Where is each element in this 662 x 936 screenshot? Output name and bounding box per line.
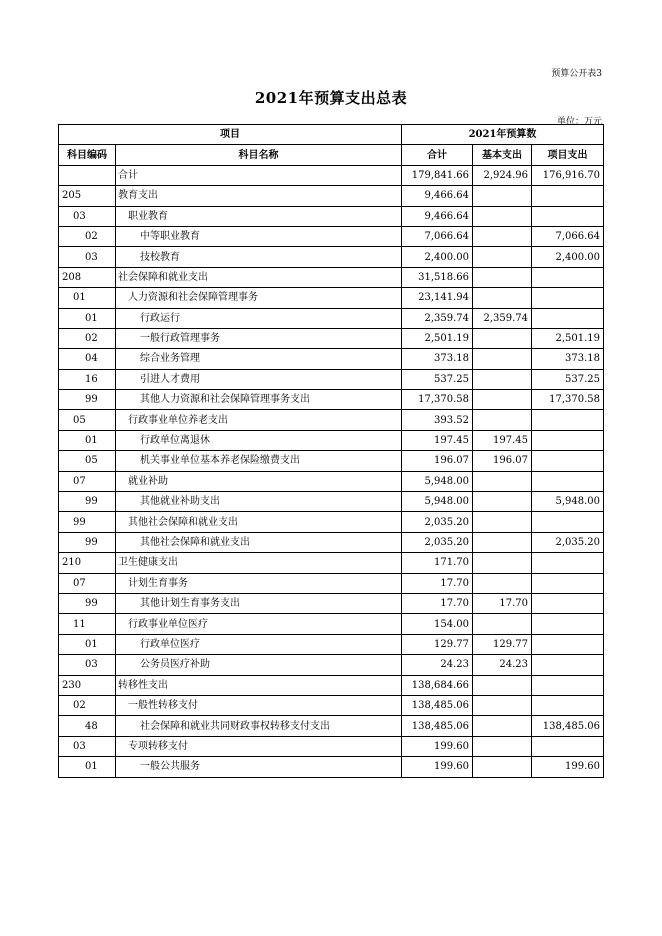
row-code: 01 [59, 430, 116, 450]
row-basic [473, 471, 532, 491]
row-code: 16 [59, 369, 116, 389]
row-name: 社会保障和就业支出 [116, 267, 402, 287]
table-row [59, 165, 604, 185]
row-total: 197.45 [402, 430, 473, 450]
row-total: 24.23 [402, 655, 473, 675]
row-basic [473, 736, 532, 756]
table-row [59, 614, 604, 634]
row-code: 99 [59, 492, 116, 512]
table-row [59, 532, 604, 552]
table-row [59, 512, 604, 532]
row-total: 9,466.64 [402, 206, 473, 226]
row-total: 2,501.19 [402, 328, 473, 348]
row-project [532, 308, 604, 328]
row-basic [473, 675, 532, 695]
row-basic [473, 267, 532, 287]
row-project [532, 593, 604, 613]
table-row [59, 573, 604, 593]
row-name: 行政单位医疗 [116, 634, 402, 654]
row-basic: 197.45 [473, 430, 532, 450]
header-name: 科目名称 [116, 145, 402, 165]
row-project [532, 430, 604, 450]
row-name: 行政事业单位医疗 [116, 614, 402, 634]
row-name: 一般行政管理事务 [116, 328, 402, 348]
row-name: 行政运行 [116, 308, 402, 328]
row-name: 机关事业单位基本养老保险缴费支出 [116, 451, 402, 471]
header-row-1 [59, 125, 604, 145]
row-name: 转移性支出 [116, 675, 402, 695]
table-row [59, 390, 604, 410]
unit-label: 单位：万元 [556, 117, 602, 127]
table-row [59, 430, 604, 450]
row-name: 计划生育事务 [116, 573, 402, 593]
row-code [59, 165, 116, 185]
header-budget: 2021年预算数 [402, 125, 604, 145]
row-total: 17.70 [402, 593, 473, 613]
row-code: 01 [59, 288, 116, 308]
row-basic: 2,924.96 [473, 165, 532, 185]
row-total: 2,359.74 [402, 308, 473, 328]
row-basic [473, 695, 532, 715]
row-name: 一般公共服务 [116, 757, 402, 777]
table-row [59, 675, 604, 695]
row-code: 01 [59, 757, 116, 777]
table-row [59, 736, 604, 756]
row-total: 2,035.20 [402, 532, 473, 552]
row-total: 5,948.00 [402, 492, 473, 512]
row-project: 176,916.70 [532, 165, 604, 185]
row-total: 171.70 [402, 553, 473, 573]
budget-table [58, 124, 604, 778]
table-row [59, 593, 604, 613]
table-row [59, 206, 604, 226]
row-name: 其他就业补助支出 [116, 492, 402, 512]
row-name: 技校教育 [116, 247, 402, 267]
row-code: 03 [59, 247, 116, 267]
row-name: 其他社会保障和就业支出 [116, 532, 402, 552]
header-basic: 基本支出 [473, 145, 532, 165]
row-basic [473, 553, 532, 573]
document-tag: 预算公开表3 [551, 69, 602, 79]
table-row [59, 247, 604, 267]
row-basic [473, 186, 532, 206]
row-project: 138,485.06 [532, 716, 604, 736]
row-code: 11 [59, 614, 116, 634]
row-basic [473, 328, 532, 348]
row-total: 17,370.58 [402, 390, 473, 410]
header-item: 项目 [59, 125, 402, 145]
row-code: 99 [59, 532, 116, 552]
row-project: 17,370.58 [532, 390, 604, 410]
row-name: 社会保障和就业共同财政事权转移支付支出 [116, 716, 402, 736]
row-basic [473, 390, 532, 410]
row-basic [473, 206, 532, 226]
row-project [532, 573, 604, 593]
row-project: 2,501.19 [532, 328, 604, 348]
row-total: 2,400.00 [402, 247, 473, 267]
row-name: 其他社会保障和就业支出 [116, 512, 402, 532]
row-project [532, 512, 604, 532]
row-name: 就业补助 [116, 471, 402, 491]
table-row [59, 349, 604, 369]
row-name: 行政事业单位养老支出 [116, 410, 402, 430]
row-project: 199.60 [532, 757, 604, 777]
row-name: 卫生健康支出 [116, 553, 402, 573]
row-total: 2,035.20 [402, 512, 473, 532]
row-total: 138,485.06 [402, 716, 473, 736]
row-project [532, 553, 604, 573]
row-project: 2,035.20 [532, 532, 604, 552]
row-total: 129.77 [402, 634, 473, 654]
table-row [59, 186, 604, 206]
row-code: 01 [59, 634, 116, 654]
row-project [532, 267, 604, 287]
table-row [59, 553, 604, 573]
row-total: 138,485.06 [402, 695, 473, 715]
row-project [532, 451, 604, 471]
row-name: 人力资源和社会保障管理事务 [116, 288, 402, 308]
row-total: 373.18 [402, 349, 473, 369]
header-total: 合计 [402, 145, 473, 165]
row-code: 205 [59, 186, 116, 206]
row-project [532, 695, 604, 715]
row-project [532, 675, 604, 695]
row-basic: 196.07 [473, 451, 532, 471]
row-code: 99 [59, 512, 116, 532]
row-code: 05 [59, 451, 116, 471]
row-total: 17.70 [402, 573, 473, 593]
row-name: 教育支出 [116, 186, 402, 206]
row-code: 03 [59, 736, 116, 756]
row-project [532, 634, 604, 654]
row-code: 99 [59, 390, 116, 410]
row-total: 199.60 [402, 736, 473, 756]
row-code: 48 [59, 716, 116, 736]
row-basic [473, 532, 532, 552]
row-total: 196.07 [402, 451, 473, 471]
table-row [59, 492, 604, 512]
row-basic: 24.23 [473, 655, 532, 675]
row-basic: 2,359.74 [473, 308, 532, 328]
row-code: 04 [59, 349, 116, 369]
row-project [532, 471, 604, 491]
row-project: 7,066.64 [532, 226, 604, 246]
row-project [532, 736, 604, 756]
row-code: 02 [59, 226, 116, 246]
row-code: 02 [59, 695, 116, 715]
row-basic: 129.77 [473, 634, 532, 654]
row-name: 引进人才费用 [116, 369, 402, 389]
row-total: 199.60 [402, 757, 473, 777]
header-project: 项目支出 [532, 145, 604, 165]
header-row-2 [59, 145, 604, 165]
row-name: 行政单位离退休 [116, 430, 402, 450]
row-name: 中等职业教育 [116, 226, 402, 246]
row-basic [473, 512, 532, 532]
row-basic [473, 614, 532, 634]
table-row [59, 308, 604, 328]
row-name: 一般性转移支付 [116, 695, 402, 715]
row-name: 综合业务管理 [116, 349, 402, 369]
row-project [532, 614, 604, 634]
row-project: 373.18 [532, 349, 604, 369]
table-row [59, 267, 604, 287]
row-total: 31,518.66 [402, 267, 473, 287]
row-name: 其他人力资源和社会保障管理事务支出 [116, 390, 402, 410]
row-total: 9,466.64 [402, 186, 473, 206]
row-basic [473, 410, 532, 430]
row-total: 7,066.64 [402, 226, 473, 246]
row-basic [473, 288, 532, 308]
row-name: 专项转移支付 [116, 736, 402, 756]
row-code: 05 [59, 410, 116, 430]
row-total: 393.52 [402, 410, 473, 430]
row-total: 154.00 [402, 614, 473, 634]
row-total: 537.25 [402, 369, 473, 389]
table-row [59, 451, 604, 471]
row-basic [473, 349, 532, 369]
row-code: 230 [59, 675, 116, 695]
row-code: 210 [59, 553, 116, 573]
table-row [59, 410, 604, 430]
row-project [532, 206, 604, 226]
row-basic [473, 716, 532, 736]
row-total: 138,684.66 [402, 675, 473, 695]
row-code: 03 [59, 655, 116, 675]
table-row [59, 695, 604, 715]
row-code: 07 [59, 471, 116, 491]
row-project: 5,948.00 [532, 492, 604, 512]
row-basic [473, 492, 532, 512]
row-basic [473, 757, 532, 777]
row-code: 02 [59, 328, 116, 348]
row-code: 208 [59, 267, 116, 287]
row-basic [473, 573, 532, 593]
row-total: 23,141.94 [402, 288, 473, 308]
row-basic [473, 369, 532, 389]
row-basic [473, 226, 532, 246]
row-name: 合计 [116, 165, 402, 185]
table-row [59, 328, 604, 348]
table-row [59, 288, 604, 308]
table-row [59, 757, 604, 777]
row-code: 01 [59, 308, 116, 328]
row-name: 其他计划生育事务支出 [116, 593, 402, 613]
page-title: 2021年预算支出总表 [254, 89, 408, 107]
row-total: 5,948.00 [402, 471, 473, 491]
row-total: 179,841.66 [402, 165, 473, 185]
row-basic [473, 247, 532, 267]
row-project [532, 655, 604, 675]
row-basic: 17.70 [473, 593, 532, 613]
row-project [532, 186, 604, 206]
header-code: 科目编码 [59, 145, 116, 165]
row-project: 537.25 [532, 369, 604, 389]
table-row [59, 655, 604, 675]
table-row [59, 369, 604, 389]
table-row [59, 226, 604, 246]
row-project: 2,400.00 [532, 247, 604, 267]
row-project [532, 288, 604, 308]
row-code: 99 [59, 593, 116, 613]
row-name: 职业教育 [116, 206, 402, 226]
table-row [59, 716, 604, 736]
row-code: 03 [59, 206, 116, 226]
row-code: 07 [59, 573, 116, 593]
row-name: 公务员医疗补助 [116, 655, 402, 675]
row-project [532, 410, 604, 430]
table-row [59, 634, 604, 654]
table-row [59, 471, 604, 491]
